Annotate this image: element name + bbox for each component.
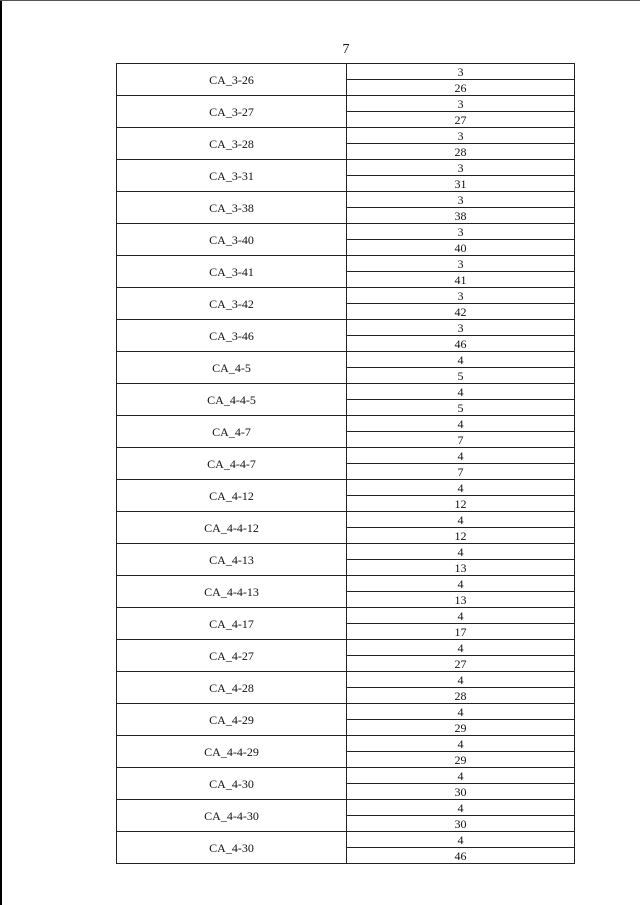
bottom-value: 30	[454, 817, 467, 831]
table-row	[117, 768, 575, 800]
page-number: 7	[342, 42, 350, 57]
top-value: 3	[347, 256, 574, 272]
value-cell	[347, 160, 575, 192]
bottom-value: 17	[454, 625, 467, 639]
top-value: 3	[347, 192, 574, 208]
value-cell	[347, 608, 575, 640]
value-cell	[347, 288, 575, 320]
table-row	[117, 480, 575, 512]
table-row	[117, 128, 575, 160]
top-value: 3	[347, 96, 574, 112]
value-cell	[347, 768, 575, 800]
bottom-value: 30	[454, 785, 467, 799]
top-value: 4	[347, 384, 574, 400]
bottom-value: 31	[454, 177, 467, 191]
combination-name-cell: CA_3-31	[117, 160, 347, 192]
table-row	[117, 352, 575, 384]
table-row	[117, 416, 575, 448]
bottom-value: 42	[454, 305, 467, 319]
combination-name-cell: CA_4-29	[117, 704, 347, 736]
top-value: 4	[347, 448, 574, 464]
combination-name-cell: CA_4-4-5	[117, 384, 347, 416]
combination-name-cell: CA_4-4-30	[117, 800, 347, 832]
combination-name-cell: CA_3-41	[117, 256, 347, 288]
top-value: 4	[347, 416, 574, 432]
value-cell	[347, 320, 575, 352]
value-cell	[347, 416, 575, 448]
top-value: 4	[347, 672, 574, 688]
table-row	[117, 704, 575, 736]
table-row	[117, 64, 575, 96]
top-value: 3	[347, 128, 574, 144]
bottom-value: 5	[457, 401, 464, 415]
combination-name-cell: CA_3-28	[117, 128, 347, 160]
top-value: 3	[347, 320, 574, 336]
table-row	[117, 672, 575, 704]
value-cell	[347, 512, 575, 544]
top-value: 4	[347, 832, 574, 848]
combination-name-cell: CA_3-46	[117, 320, 347, 352]
table-row	[117, 832, 575, 864]
value-cell	[347, 384, 575, 416]
combination-name-cell: CA_4-5	[117, 352, 347, 384]
scan-top-edge	[0, 0, 640, 1]
table-row	[117, 192, 575, 224]
bottom-value: 5	[457, 369, 464, 383]
top-value: 4	[347, 640, 574, 656]
table-row	[117, 160, 575, 192]
combination-name-cell: CA_4-4-12	[117, 512, 347, 544]
combination-name-cell: CA_4-4-29	[117, 736, 347, 768]
bottom-value: 12	[454, 497, 467, 511]
table-row	[117, 384, 575, 416]
bottom-value: 28	[454, 689, 467, 703]
bottom-value: 29	[454, 721, 467, 735]
value-cell	[347, 352, 575, 384]
value-cell	[347, 128, 575, 160]
table-row	[117, 640, 575, 672]
table-body	[117, 64, 575, 864]
value-cell	[347, 544, 575, 576]
bottom-value: 13	[454, 561, 467, 575]
value-cell	[347, 256, 575, 288]
combination-name-cell: CA_4-27	[117, 640, 347, 672]
bottom-value: 40	[454, 241, 467, 255]
value-cell	[347, 832, 575, 864]
table-row	[117, 448, 575, 480]
bottom-value: 26	[454, 81, 467, 95]
value-cell	[347, 64, 575, 96]
bottom-value: 27	[454, 657, 467, 671]
top-value: 4	[347, 544, 574, 560]
top-value: 3	[347, 64, 574, 80]
combination-name-cell: CA_3-26	[117, 64, 347, 96]
top-value: 4	[347, 608, 574, 624]
top-value: 4	[347, 480, 574, 496]
scan-left-edge	[0, 0, 2, 905]
table-row	[117, 608, 575, 640]
bottom-value: 46	[454, 849, 467, 863]
combination-name-cell: CA_4-13	[117, 544, 347, 576]
bottom-value: 7	[457, 433, 464, 447]
value-cell	[347, 800, 575, 832]
value-cell	[347, 480, 575, 512]
combination-name-cell: CA_3-27	[117, 96, 347, 128]
value-cell	[347, 704, 575, 736]
table-row	[117, 576, 575, 608]
value-cell	[347, 672, 575, 704]
table-row	[117, 256, 575, 288]
value-cell	[347, 736, 575, 768]
top-value: 4	[347, 576, 574, 592]
top-value: 4	[347, 704, 574, 720]
table-row	[117, 800, 575, 832]
top-value: 3	[347, 224, 574, 240]
combination-name-cell: CA_3-38	[117, 192, 347, 224]
top-value: 4	[347, 800, 574, 816]
top-value: 4	[347, 768, 574, 784]
table-row	[117, 224, 575, 256]
value-cell	[347, 96, 575, 128]
top-value: 4	[347, 736, 574, 752]
combination-name-cell: CA_4-30	[117, 768, 347, 800]
combination-name-cell: CA_4-4-7	[117, 448, 347, 480]
value-cell	[347, 640, 575, 672]
value-cell	[347, 448, 575, 480]
table-row	[117, 544, 575, 576]
combination-name-cell: CA_4-30	[117, 832, 347, 864]
combination-name-cell: CA_4-7	[117, 416, 347, 448]
table-row	[117, 288, 575, 320]
combination-name-cell: CA_4-12	[117, 480, 347, 512]
table-row	[117, 320, 575, 352]
value-cell	[347, 192, 575, 224]
band-combination-table	[116, 63, 575, 864]
bottom-value: 38	[454, 209, 467, 223]
bottom-value: 12	[454, 529, 467, 543]
combination-name-cell: CA_3-42	[117, 288, 347, 320]
table-row	[117, 736, 575, 768]
table-row	[117, 512, 575, 544]
value-cell	[347, 576, 575, 608]
bottom-value: 13	[454, 593, 467, 607]
table-row	[117, 96, 575, 128]
top-value: 3	[347, 288, 574, 304]
bottom-value: 27	[454, 113, 467, 127]
bottom-value: 29	[454, 753, 467, 767]
value-cell	[347, 224, 575, 256]
combination-name-cell: CA_4-28	[117, 672, 347, 704]
top-value: 3	[347, 160, 574, 176]
top-value: 4	[347, 352, 574, 368]
combination-name-cell: CA_3-40	[117, 224, 347, 256]
combination-name-cell: CA_4-17	[117, 608, 347, 640]
bottom-value: 46	[454, 337, 467, 351]
combination-name-cell: CA_4-4-13	[117, 576, 347, 608]
bottom-value: 41	[454, 273, 467, 287]
top-value: 4	[347, 512, 574, 528]
bottom-value: 7	[457, 465, 464, 479]
bottom-value: 28	[454, 145, 467, 159]
